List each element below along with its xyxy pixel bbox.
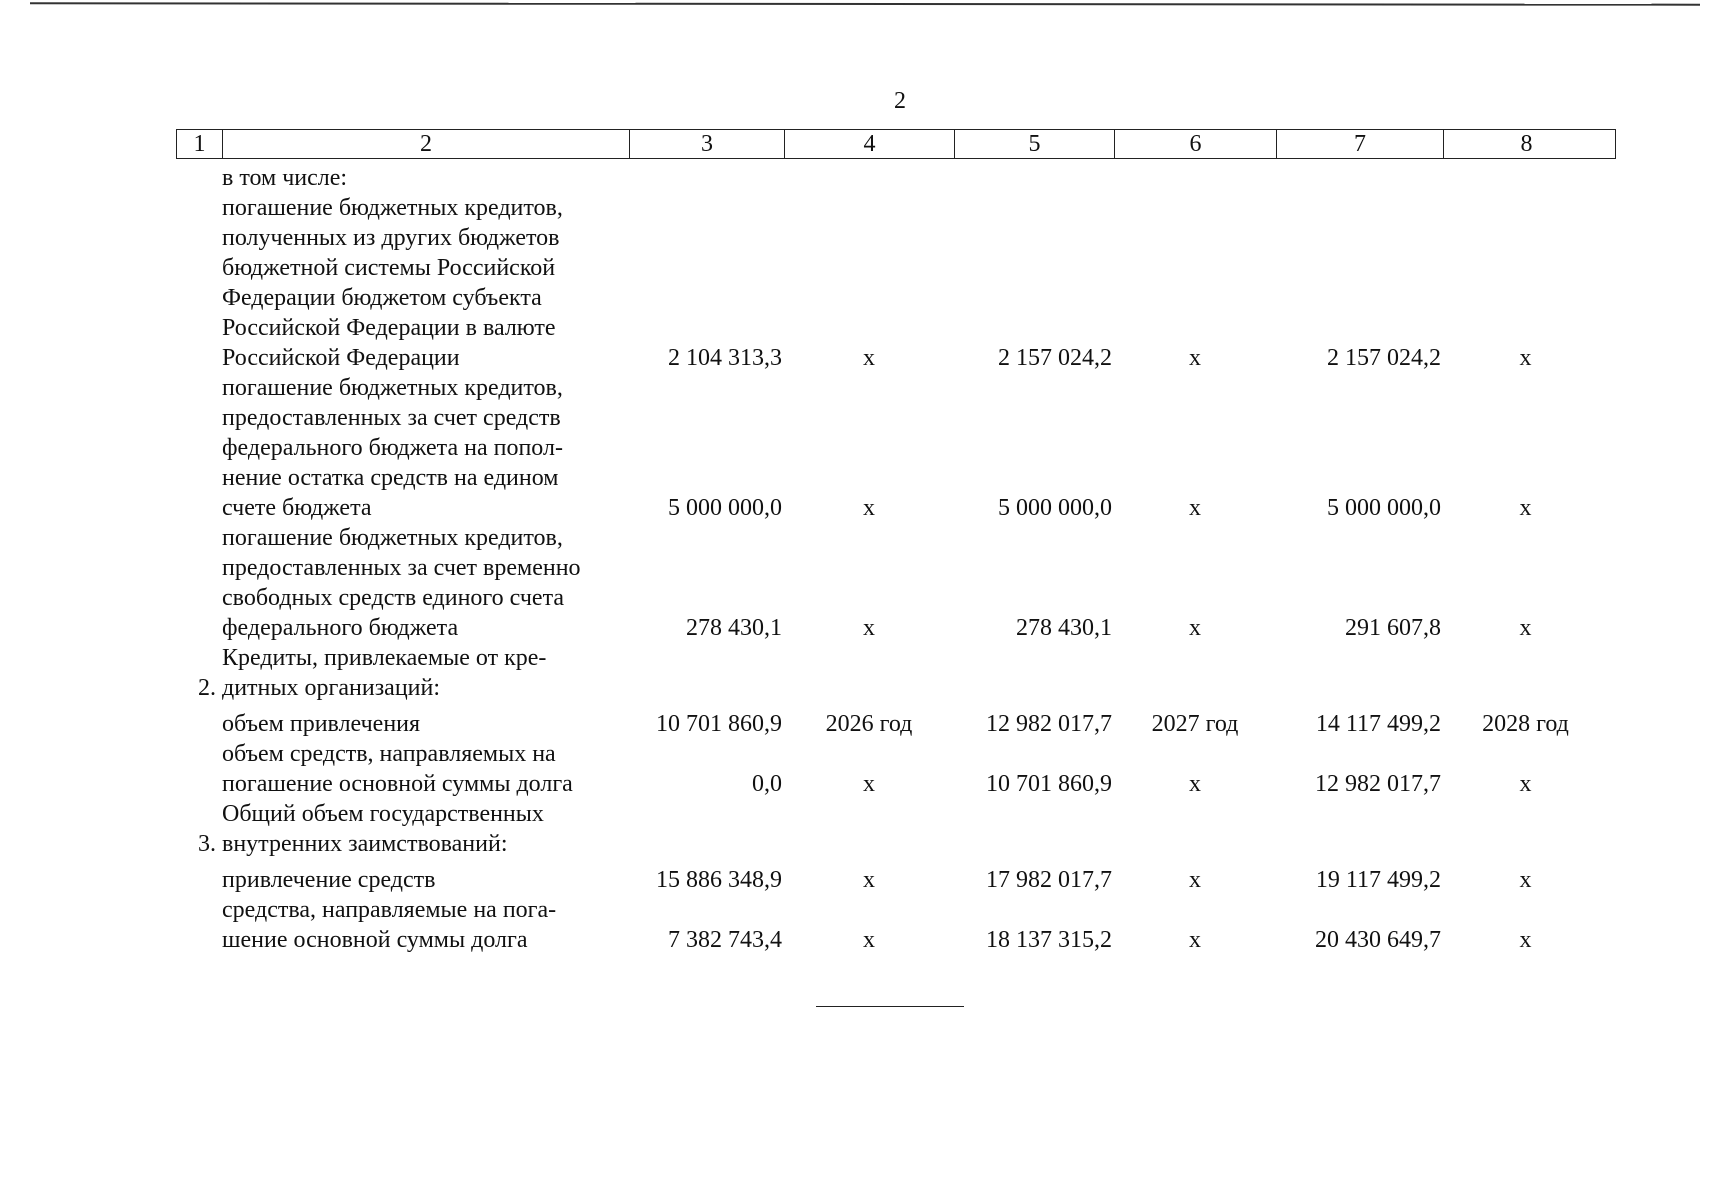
- value-col-6: х: [1189, 345, 1201, 371]
- description-line: погашение бюджетных кредитов,: [222, 375, 563, 401]
- table-row: [176, 523, 1616, 643]
- description-line: федерального бюджета на попол-: [222, 435, 563, 461]
- value-col-6: х: [1189, 867, 1201, 893]
- value-col-5: 17 982 017,7: [986, 867, 1112, 893]
- row-description: [222, 865, 629, 895]
- value-col-3: 278 430,1: [686, 615, 782, 641]
- description-line: дитных организаций:: [222, 675, 441, 701]
- value-col-7: 20 430 649,7: [1315, 927, 1441, 953]
- table-row: [176, 739, 1616, 799]
- value-col-3: 7 382 743,4: [668, 927, 782, 953]
- value-col-5: 12 982 017,7: [986, 711, 1112, 737]
- value-col-5: 5 000 000,0: [998, 495, 1112, 521]
- value-col-7: 2 157 024,2: [1327, 345, 1441, 371]
- table-row: [176, 373, 1616, 523]
- value-col-5: 278 430,1: [1016, 615, 1112, 641]
- header-col-1: 1: [177, 130, 223, 158]
- value-col-7: 291 607,8: [1345, 615, 1441, 641]
- value-col-3: 10 701 860,9: [656, 711, 782, 737]
- value-col-8: х: [1519, 927, 1532, 953]
- value-col-8: х: [1519, 345, 1532, 371]
- description-line: бюджетной системы Российской: [222, 255, 556, 281]
- page-number: 2: [894, 88, 906, 114]
- description-line: полученных из других бюджетов: [222, 225, 560, 251]
- value-col-4: х: [863, 495, 875, 521]
- value-col-4: х: [863, 345, 875, 371]
- description-line: погашение бюджетных кредитов,: [222, 195, 563, 221]
- value-col-6: х: [1189, 927, 1201, 953]
- table-row: [176, 193, 1616, 373]
- row-description: [222, 523, 629, 643]
- description-line: федерального бюджета: [222, 615, 459, 641]
- value-col-7: 12 982 017,7: [1315, 771, 1441, 797]
- table-body: [176, 163, 1616, 955]
- value-col-7: 19 117 499,2: [1315, 867, 1441, 893]
- header-col-2: 2: [223, 130, 630, 158]
- description-line: погашение бюджетных кредитов,: [222, 525, 563, 551]
- row-description: [222, 709, 629, 739]
- table-row: [176, 799, 1616, 859]
- description-line: погашение основной суммы долга: [222, 771, 573, 797]
- value-col-8: х: [1519, 771, 1532, 797]
- value-col-4: х: [863, 927, 875, 953]
- end-of-table-rule: [816, 1006, 964, 1007]
- header-col-3: 3: [630, 130, 785, 158]
- row-number: 3.: [198, 831, 216, 857]
- description-line: счете бюджета: [222, 495, 372, 521]
- header-col-7: 7: [1277, 130, 1444, 158]
- row-description: [222, 799, 629, 859]
- description-line: предоставленных за счет средств: [222, 405, 561, 431]
- top-edge-rule: [30, 2, 1700, 5]
- description-line: в том числе:: [222, 165, 348, 191]
- value-col-4: х: [863, 867, 875, 893]
- value-col-3: 0,0: [752, 771, 782, 797]
- value-col-8: х: [1519, 615, 1532, 641]
- description-line: Общий объем государственных: [222, 801, 544, 827]
- value-col-7: 5 000 000,0: [1327, 495, 1441, 521]
- row-description: [222, 193, 629, 373]
- header-col-8: 8: [1520, 131, 1533, 157]
- description-line: объем средств, направляемых на: [222, 741, 556, 767]
- description-line: нение остатка средств на едином: [222, 465, 559, 491]
- value-col-6: х: [1189, 615, 1201, 641]
- row-description: [222, 643, 629, 703]
- value-col-8: х: [1519, 867, 1532, 893]
- table-row: [176, 865, 1616, 895]
- description-line: средства, направляемые на пога-: [222, 897, 557, 923]
- description-line: Российской Федерации: [222, 345, 460, 371]
- value-col-5: 2 157 024,2: [998, 345, 1112, 371]
- table-header-row: [176, 129, 1616, 159]
- table-row: [176, 709, 1616, 739]
- description-line: предоставленных за счет временно: [222, 555, 581, 581]
- row-number: 2.: [198, 675, 216, 701]
- description-line: привлечение средств: [222, 867, 436, 893]
- value-col-6: 2027 год: [1151, 711, 1239, 737]
- value-col-7: 14 117 499,2: [1315, 711, 1441, 737]
- description-line: Кредиты, привлекаемые от кре-: [222, 645, 547, 671]
- description-line: внутренних заимствований:: [222, 831, 508, 857]
- value-col-4: х: [863, 615, 875, 641]
- header-col-6: 6: [1115, 130, 1277, 158]
- value-col-4: 2026 год: [825, 711, 913, 737]
- value-col-8: х: [1519, 495, 1532, 521]
- value-col-6: х: [1189, 771, 1201, 797]
- table-row: [176, 643, 1616, 703]
- row-description: [222, 373, 629, 523]
- row-description: [222, 895, 629, 955]
- value-col-5: 10 701 860,9: [986, 771, 1112, 797]
- description-line: объем привлечения: [222, 711, 421, 737]
- row-description: [222, 739, 629, 799]
- table-row: [176, 163, 1616, 193]
- value-col-8: 2028 год: [1482, 711, 1569, 737]
- value-col-4: х: [863, 771, 875, 797]
- header-col-4: 4: [785, 130, 955, 158]
- description-line: Российской Федерации в валюте: [222, 315, 556, 341]
- value-col-3: 2 104 313,3: [668, 345, 782, 371]
- value-col-5: 18 137 315,2: [986, 927, 1112, 953]
- value-col-6: х: [1189, 495, 1201, 521]
- description-line: шение основной суммы долга: [222, 927, 528, 953]
- value-col-3: 15 886 348,9: [656, 867, 782, 893]
- value-col-3: 5 000 000,0: [668, 495, 782, 521]
- description-line: свободных средств единого счета: [222, 585, 564, 611]
- table-row: [176, 895, 1616, 955]
- row-description: [222, 163, 629, 193]
- header-col-5: 5: [955, 130, 1115, 158]
- description-line: Федерации бюджетом субъекта: [222, 285, 542, 311]
